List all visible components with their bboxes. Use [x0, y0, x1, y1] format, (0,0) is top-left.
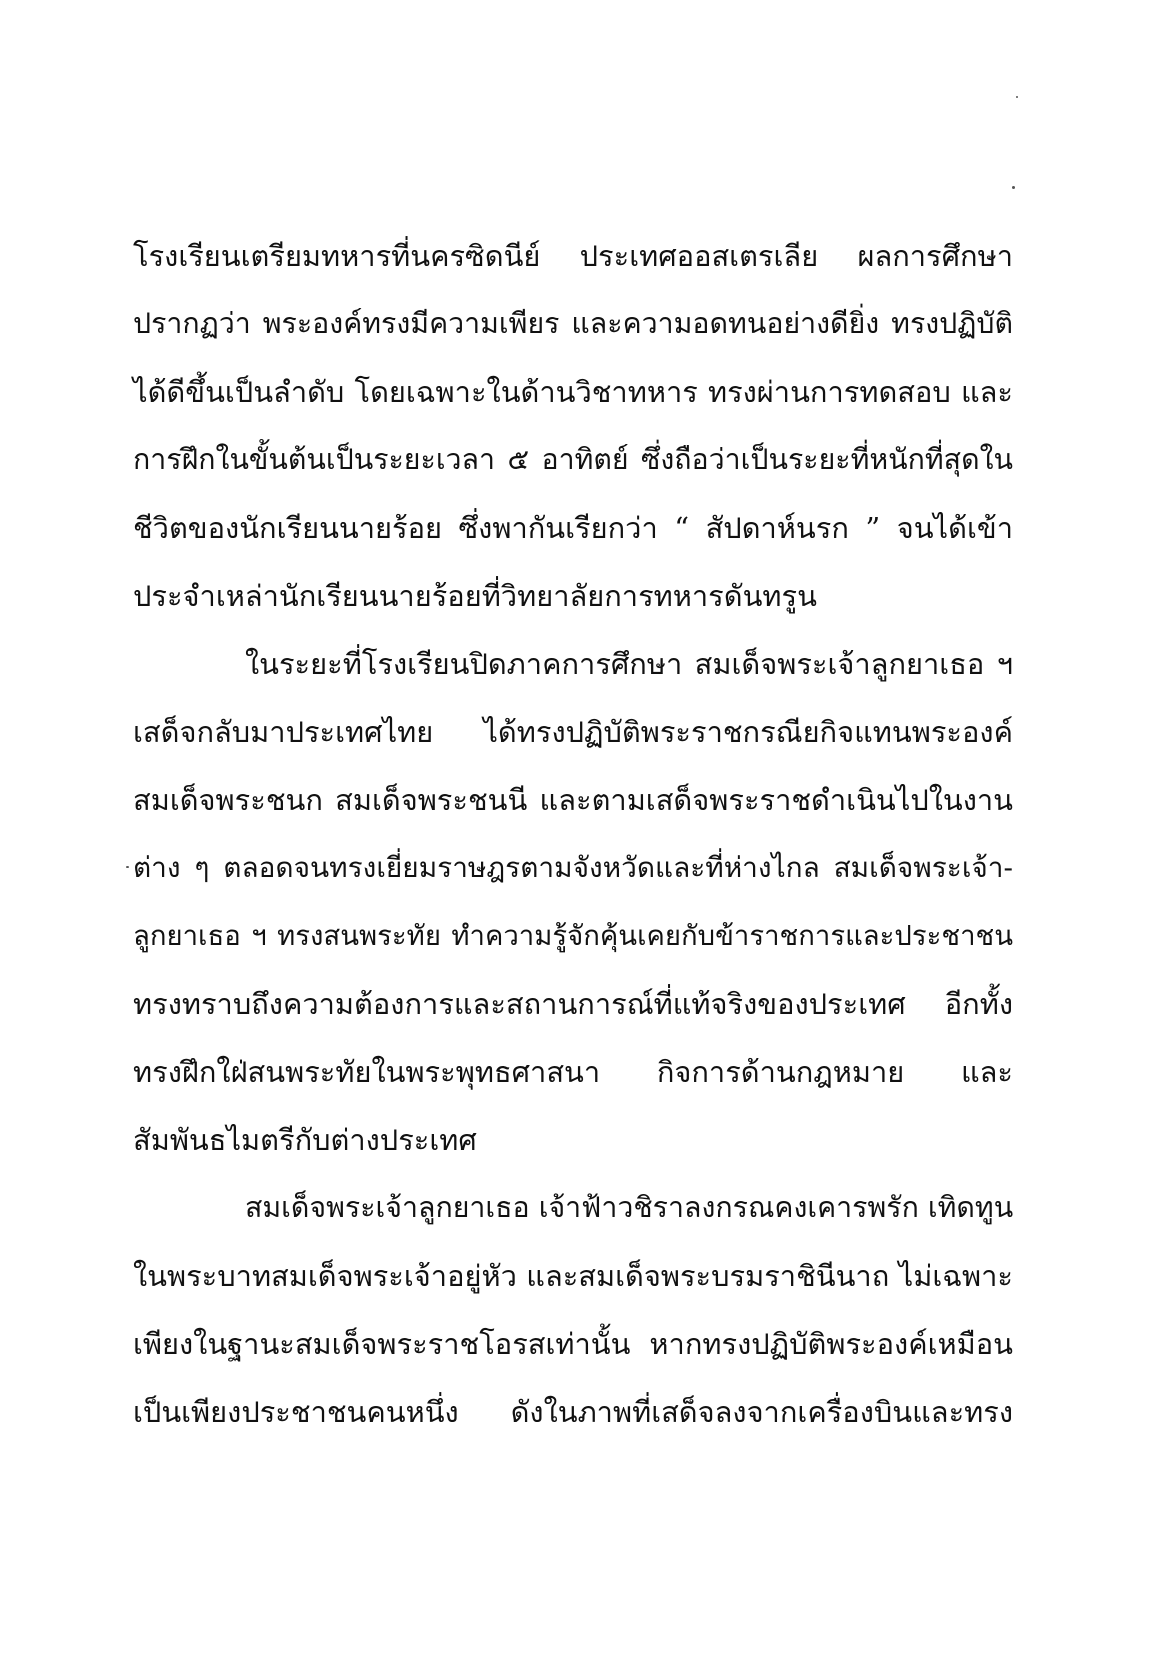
paragraph-first-line: สมเด็จพระเจ้าลูกยาเธอ เจ้าฟ้าวชิราลงกรณคงเคารพรัก เทิดทูน [245, 1191, 1014, 1224]
scan-speck [1012, 186, 1015, 189]
text-line: ได้ดีขึ้นเป็นลำดับ โดยเฉพาะในด้านวิชาทหาร ทรงผ่านการทดสอบ และ [133, 375, 1013, 409]
text-line: ในพระบาทสมเด็จพระเจ้าอยู่หัว และสมเด็จพระบรมราชินีนาถ ไม่เฉพาะ [133, 1259, 1013, 1293]
text-line: ทรงฝึกใฝ่สนพระทัยในพระพุทธศาสนา กิจการด้านกฎหมาย และ [133, 1055, 1013, 1089]
text-line: สัมพันธไมตรีกับต่างประเทศ [133, 1123, 477, 1157]
text-line: ต่าง ๆ ตลอดจนทรงเยี่ยมราษฎรตามจังหวัดและที่ห่างไกล สมเด็จพระเจ้า- [133, 851, 1013, 884]
scan-speck [1016, 96, 1018, 98]
text-line: การฝึกในขั้นต้นเป็นระยะเวลา ๕ อาทิตย์ ซึ่งถือว่าเป็นระยะที่หนักที่สุดใน [133, 443, 1013, 476]
text-line: ประจำเหล่านักเรียนนายร้อยที่วิทยาลัยการทหารดันทรูน [133, 579, 817, 613]
text-line: ชีวิตของนักเรียนนายร้อย ซึ่งพากันเรียกว่า “ สัปดาห์นรก ” จนได้เข้า [133, 511, 1013, 545]
text-line: สมเด็จพระชนก สมเด็จพระชนนี และตามเสด็จพระราชดำเนินไปในงาน [133, 783, 1013, 817]
text-line: ลูกยาเธอ ฯ ทรงสนพระทัย ทำความรู้จักคุ้นเคยกับข้าราชการและประชาชน [133, 920, 1013, 952]
paragraph-first-line: ในระยะที่โรงเรียนปิดภาคการศึกษา สมเด็จพระเจ้าลูกยาเธอ ฯ [245, 647, 1013, 681]
text-line: ปรากฏว่า พระองค์ทรงมีความเพียร และความอดทนอย่างดียิ่ง ทรงปฏิบัติ [133, 307, 1013, 340]
scan-speck [126, 866, 129, 868]
text-line: เพียงในฐานะสมเด็จพระราชโอรสเท่านั้น หากทรงปฏิบัติพระองค์เหมือน [133, 1327, 1013, 1361]
text-line: เสด็จกลับมาประเทศไทย ได้ทรงปฏิบัติพระราชกรณียกิจแทนพระองค์ [133, 715, 1013, 749]
body-text [133, 222, 1013, 1446]
text-line: โรงเรียนเตรียมทหารที่นครซิดนีย์ ประเทศออสเตรเลีย ผลการศึกษา [133, 239, 1013, 273]
text-line: ทรงทราบถึงความต้องการและสถานการณ์ที่แท้จริงของประเทศ อีกทั้ง [133, 987, 1013, 1021]
text-line: เป็นเพียงประชาชนคนหนึ่ง ดังในภาพที่เสด็จลงจากเครื่องบินและทรง [133, 1395, 1013, 1429]
